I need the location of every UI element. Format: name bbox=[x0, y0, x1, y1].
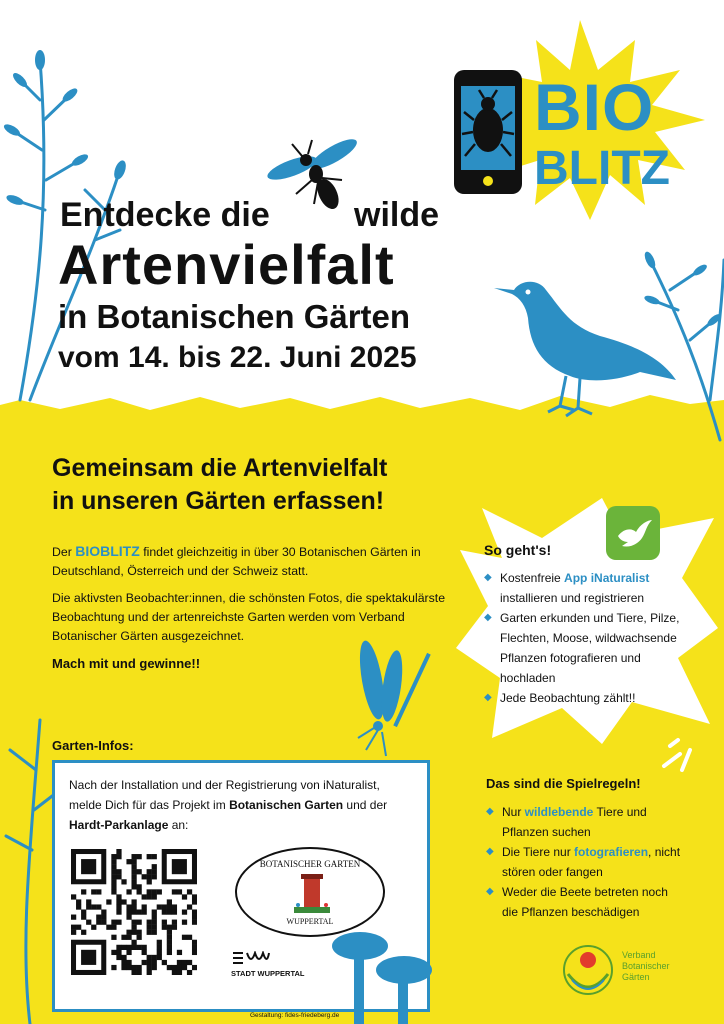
subheadline-line1: Gemeinsam die Artenvielfalt bbox=[52, 454, 388, 482]
damselfly-icon bbox=[346, 640, 436, 770]
howto-item: ◆ Jede Beobachtung zählt!! bbox=[484, 688, 684, 708]
howto-list bbox=[484, 568, 684, 708]
phone-bug-icon bbox=[452, 68, 524, 196]
headline-line1-left: Entdecke die bbox=[60, 196, 270, 234]
garden-info-text: Nach der Installation und der Registrierung von iNaturalist, melde Dich für das Projekt im Botanischen Garten und der Hardt-Parkanlage an: bbox=[69, 778, 388, 832]
rules-item: ◆ Die Tiere nur fotografieren, nicht stören oder fangen bbox=[486, 842, 686, 882]
diamond-bullet-icon: ◆ bbox=[484, 692, 492, 703]
qr-code[interactable] bbox=[71, 849, 197, 975]
diamond-bullet-icon: ◆ bbox=[486, 846, 494, 857]
verband-logo-icon bbox=[560, 940, 616, 1004]
city-logo-text: STADT WUPPERTAL bbox=[231, 969, 305, 978]
inaturalist-bird-icon bbox=[606, 506, 660, 560]
howto-item: ◆ Garten erkunden und Tiere, Pilze, Flechten, Moose, wildwachsende Pflanzen fotografieren und hochladen bbox=[484, 608, 684, 688]
logo-bio: BIO bbox=[534, 70, 655, 144]
verband-text: Verband Botanischer Gärten bbox=[622, 950, 670, 982]
spark-lines-icon bbox=[660, 736, 700, 776]
intro-paragraph-2: Die aktivsten Beobachter:innen, die schönsten Fotos, die spektakulärste Beobachtung und der artenreichste Garten werden vom Verband Botanischer Gärten ausgezeichnet. bbox=[52, 591, 446, 643]
grass-right-icon bbox=[630, 200, 724, 440]
howto-title: So geht's! bbox=[484, 542, 552, 558]
credit: Gestaltung: fides-friedeberg.de bbox=[250, 1012, 340, 1019]
rules-item: ◆ Nur wildlebende Tiere und Pflanzen suchen bbox=[486, 802, 686, 842]
subheadline-line2: in unseren Gärten erfassen! bbox=[52, 487, 385, 515]
rules-list bbox=[486, 802, 686, 922]
bioblitz-highlight: BIOBLITZ bbox=[75, 543, 140, 559]
rules-title: Das sind die Spielregeln! bbox=[486, 776, 641, 791]
subheadline bbox=[52, 452, 387, 518]
botanischer-garten-logo: BOTANISCHER GARTEN WUPPERTAL bbox=[235, 847, 385, 937]
intro-paragraph-1: Der BIOBLITZ findet gleichzeitig in über 30 Botanischen Gärten in Deutschland, Österreich und der Schweiz statt. bbox=[52, 543, 421, 578]
wasp-icon bbox=[262, 134, 362, 234]
stadt-wuppertal-icon bbox=[231, 951, 271, 967]
diamond-bullet-icon: ◆ bbox=[484, 572, 492, 583]
logo-blitz: BLITZ bbox=[534, 142, 670, 195]
intro-cta: Mach mit und gewinne!! bbox=[52, 656, 201, 671]
rules-item: ◆ Weder die Beete betreten noch die Pflanzen beschädigen bbox=[486, 882, 686, 922]
mushroom-icon bbox=[330, 920, 440, 1024]
headline-line2: Artenvielfalt bbox=[58, 233, 395, 296]
headline-line1-right: wilde bbox=[354, 196, 440, 234]
diamond-bullet-icon: ◆ bbox=[484, 612, 492, 623]
howto-item: ◆ Kostenfreie App iNaturalist installieren und registrieren bbox=[484, 568, 684, 608]
headline-line3: in Botanischen Gärten bbox=[58, 298, 411, 335]
headline-line4: vom 14. bis 22. Juni 2025 bbox=[58, 341, 417, 374]
garden-info-label: Garten-Infos: bbox=[52, 738, 134, 753]
tower-icon bbox=[292, 871, 332, 915]
diamond-bullet-icon: ◆ bbox=[486, 806, 494, 817]
diamond-bullet-icon: ◆ bbox=[486, 886, 494, 897]
